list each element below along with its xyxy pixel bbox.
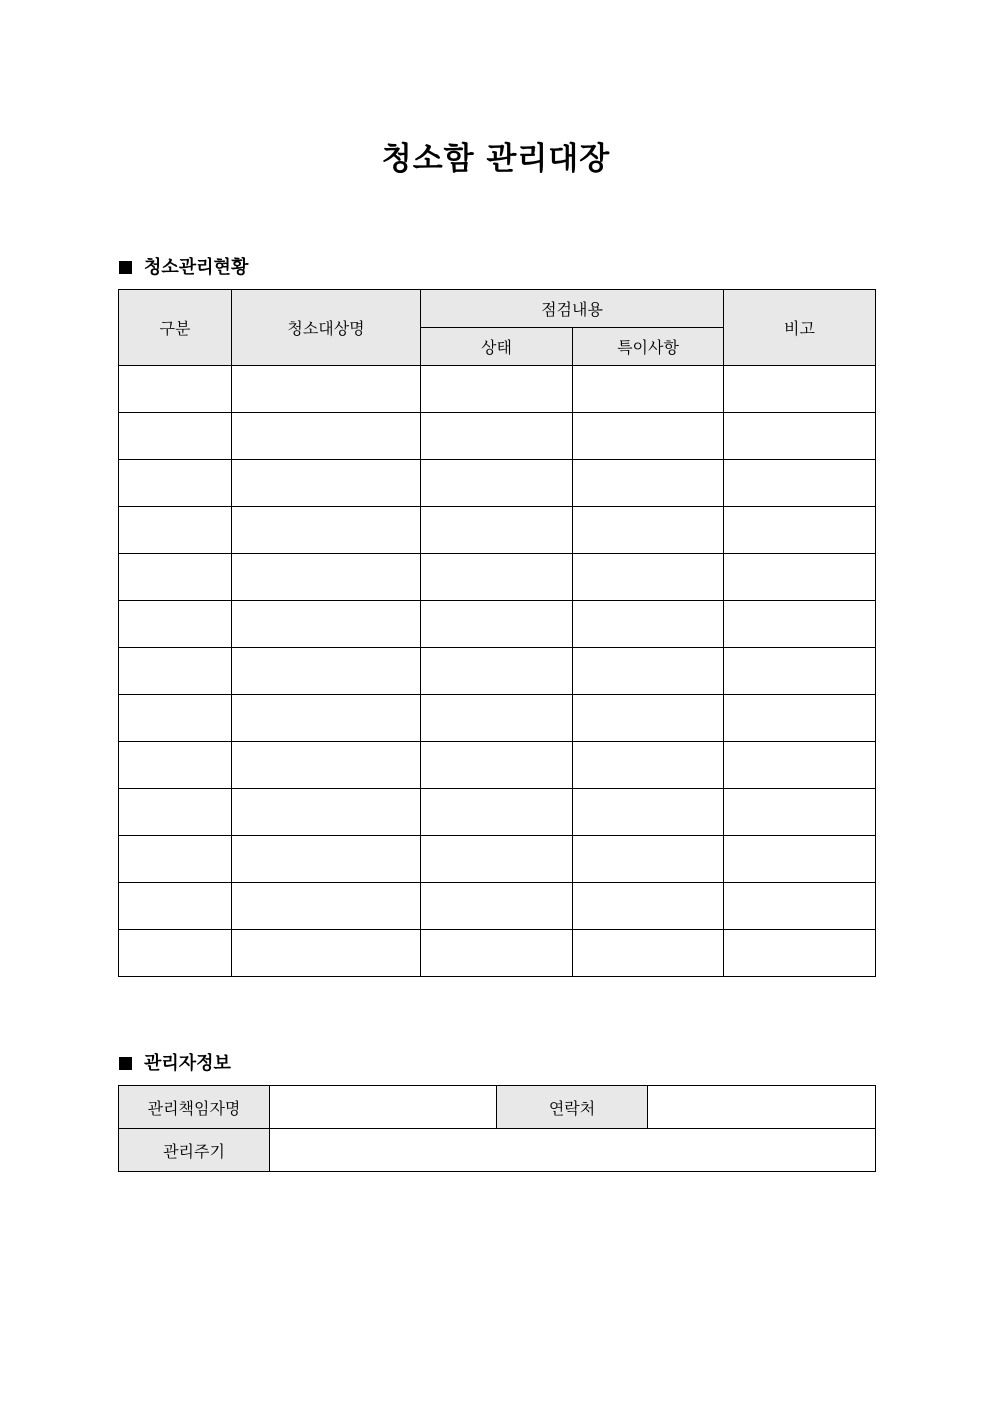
status-cell[interactable] — [421, 366, 573, 413]
table-row — [119, 648, 876, 695]
notes-cell[interactable] — [573, 554, 724, 601]
label-cycle: 관리주기 — [119, 1129, 270, 1172]
table-row — [119, 601, 876, 648]
header-status: 상태 — [421, 328, 573, 366]
manager-name-field[interactable] — [270, 1086, 497, 1129]
target-name-cell[interactable] — [232, 554, 421, 601]
header-category: 구분 — [119, 290, 232, 366]
category-cell[interactable] — [119, 366, 232, 413]
target-name-cell[interactable] — [232, 601, 421, 648]
target-name-cell[interactable] — [232, 695, 421, 742]
table-row — [119, 366, 876, 413]
status-cell[interactable] — [421, 789, 573, 836]
remarks-cell[interactable] — [724, 742, 876, 789]
target-name-cell[interactable] — [232, 648, 421, 695]
notes-cell[interactable] — [573, 601, 724, 648]
remarks-cell[interactable] — [724, 601, 876, 648]
square-bullet-icon — [119, 1057, 132, 1070]
status-cell[interactable] — [421, 883, 573, 930]
remarks-cell[interactable] — [724, 883, 876, 930]
table-row — [119, 789, 876, 836]
table-row — [119, 883, 876, 930]
category-cell[interactable] — [119, 507, 232, 554]
table-row — [119, 742, 876, 789]
status-cell[interactable] — [421, 460, 573, 507]
category-cell[interactable] — [119, 836, 232, 883]
notes-cell[interactable] — [573, 742, 724, 789]
status-cell[interactable] — [421, 742, 573, 789]
cleaning-status-table — [118, 289, 876, 977]
notes-cell[interactable] — [573, 366, 724, 413]
status-cell[interactable] — [421, 413, 573, 460]
notes-cell[interactable] — [573, 507, 724, 554]
square-bullet-icon — [119, 261, 132, 274]
category-cell[interactable] — [119, 460, 232, 507]
target-name-cell[interactable] — [232, 883, 421, 930]
table-row — [119, 554, 876, 601]
category-cell[interactable] — [119, 601, 232, 648]
target-name-cell[interactable] — [232, 507, 421, 554]
target-name-cell[interactable] — [232, 930, 421, 977]
target-name-cell[interactable] — [232, 460, 421, 507]
remarks-cell[interactable] — [724, 507, 876, 554]
section-heading-manager-info — [119, 1049, 231, 1075]
table-row — [119, 836, 876, 883]
category-cell[interactable] — [119, 413, 232, 460]
table-body — [119, 366, 876, 977]
status-cell[interactable] — [421, 507, 573, 554]
category-cell[interactable] — [119, 554, 232, 601]
table-row — [119, 930, 876, 977]
contact-field[interactable] — [648, 1086, 876, 1129]
remarks-cell[interactable] — [724, 789, 876, 836]
category-cell[interactable] — [119, 695, 232, 742]
category-cell[interactable] — [119, 789, 232, 836]
remarks-cell[interactable] — [724, 836, 876, 883]
notes-cell[interactable] — [573, 648, 724, 695]
target-name-cell[interactable] — [232, 742, 421, 789]
notes-cell[interactable] — [573, 413, 724, 460]
target-name-cell[interactable] — [232, 366, 421, 413]
status-cell[interactable] — [421, 695, 573, 742]
notes-cell[interactable] — [573, 883, 724, 930]
section-heading-cleaning-status — [119, 253, 248, 279]
remarks-cell[interactable] — [724, 460, 876, 507]
header-inspection: 점검내용 — [421, 290, 724, 328]
remarks-cell[interactable] — [724, 366, 876, 413]
status-cell[interactable] — [421, 836, 573, 883]
remarks-cell[interactable] — [724, 648, 876, 695]
table-row — [119, 507, 876, 554]
table-row — [119, 413, 876, 460]
header-target-name: 청소대상명 — [232, 290, 421, 366]
notes-cell[interactable] — [573, 930, 724, 977]
category-cell[interactable] — [119, 883, 232, 930]
remarks-cell[interactable] — [724, 413, 876, 460]
table-row — [119, 460, 876, 507]
category-cell[interactable] — [119, 930, 232, 977]
remarks-cell[interactable] — [724, 695, 876, 742]
remarks-cell[interactable] — [724, 554, 876, 601]
label-manager-name: 관리책임자명 — [119, 1086, 270, 1129]
notes-cell[interactable] — [573, 460, 724, 507]
notes-cell[interactable] — [573, 695, 724, 742]
target-name-cell[interactable] — [232, 789, 421, 836]
section-heading-text: 청소관리현황 — [144, 257, 249, 278]
header-remarks: 비고 — [724, 290, 876, 366]
table-row — [119, 695, 876, 742]
target-name-cell[interactable] — [232, 836, 421, 883]
header-notes: 특이사항 — [573, 328, 724, 366]
label-contact: 연락처 — [497, 1086, 648, 1129]
manager-info-table — [118, 1085, 876, 1172]
status-cell[interactable] — [421, 554, 573, 601]
section-heading-text: 관리자정보 — [144, 1053, 231, 1074]
status-cell[interactable] — [421, 648, 573, 695]
notes-cell[interactable] — [573, 836, 724, 883]
target-name-cell[interactable] — [232, 413, 421, 460]
notes-cell[interactable] — [573, 789, 724, 836]
remarks-cell[interactable] — [724, 930, 876, 977]
category-cell[interactable] — [119, 742, 232, 789]
page-title: 청소함 관리대장 — [381, 141, 611, 177]
status-cell[interactable] — [421, 601, 573, 648]
cycle-field[interactable] — [270, 1129, 876, 1172]
category-cell[interactable] — [119, 648, 232, 695]
status-cell[interactable] — [421, 930, 573, 977]
